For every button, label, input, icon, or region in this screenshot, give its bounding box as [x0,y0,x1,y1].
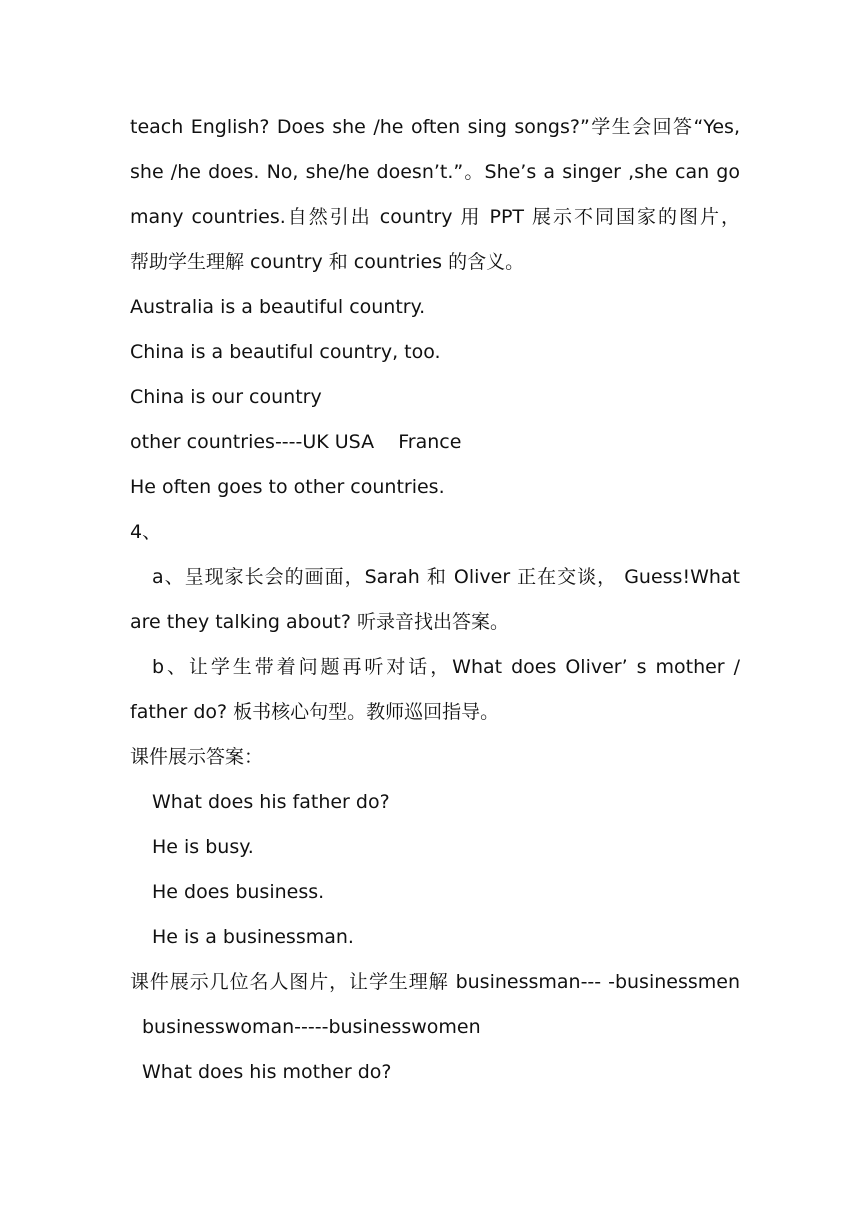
text-line: He does business. [152,881,325,903]
text-line: many countries.自然引出 country 用 PPT 展示不同国家的图片， [130,206,740,228]
text-line: Australia is a beautiful country. [130,296,426,318]
text-line: He is busy. [152,836,254,858]
text-line: He often goes to other countries. [130,476,445,498]
text-line: What does his father do? [152,791,390,813]
text-line: teach English? Does she /he often sing songs?”学生会回答“Yes, [130,116,740,138]
text-line: b、让学生带着问题再听对话，What does Oliver’ s mother / [152,656,740,678]
text-line: other countries----UK USA France [130,431,462,453]
text-line: He is a businessman. [152,926,354,948]
section-number: 4、 [130,521,162,543]
text-line: 课件展示几位名人图片，让学生理解 businessman--- -businessmen [130,971,740,993]
text-line: What does his mother do? [142,1061,392,1083]
text-line: China is our country [130,386,322,408]
text-line: businesswoman-----businesswomen [142,1016,481,1038]
text-line: are they talking about? 听录音找出答案。 [130,611,509,633]
text-line: 课件展示答案： [130,746,264,768]
text-line: China is a beautiful country, too. [130,341,441,363]
text-line: father do? 板书核心句型。教师巡回指导。 [130,701,500,723]
text-line: she /he does. No, she/he doesn’t.”。She’s a singer ,she can go [130,161,740,183]
text-line: 帮助学生理解 country 和 countries 的含义。 [130,251,525,273]
text-line: a、呈现家长会的画面，Sarah 和 Oliver 正在交谈， Guess!What [152,566,740,588]
